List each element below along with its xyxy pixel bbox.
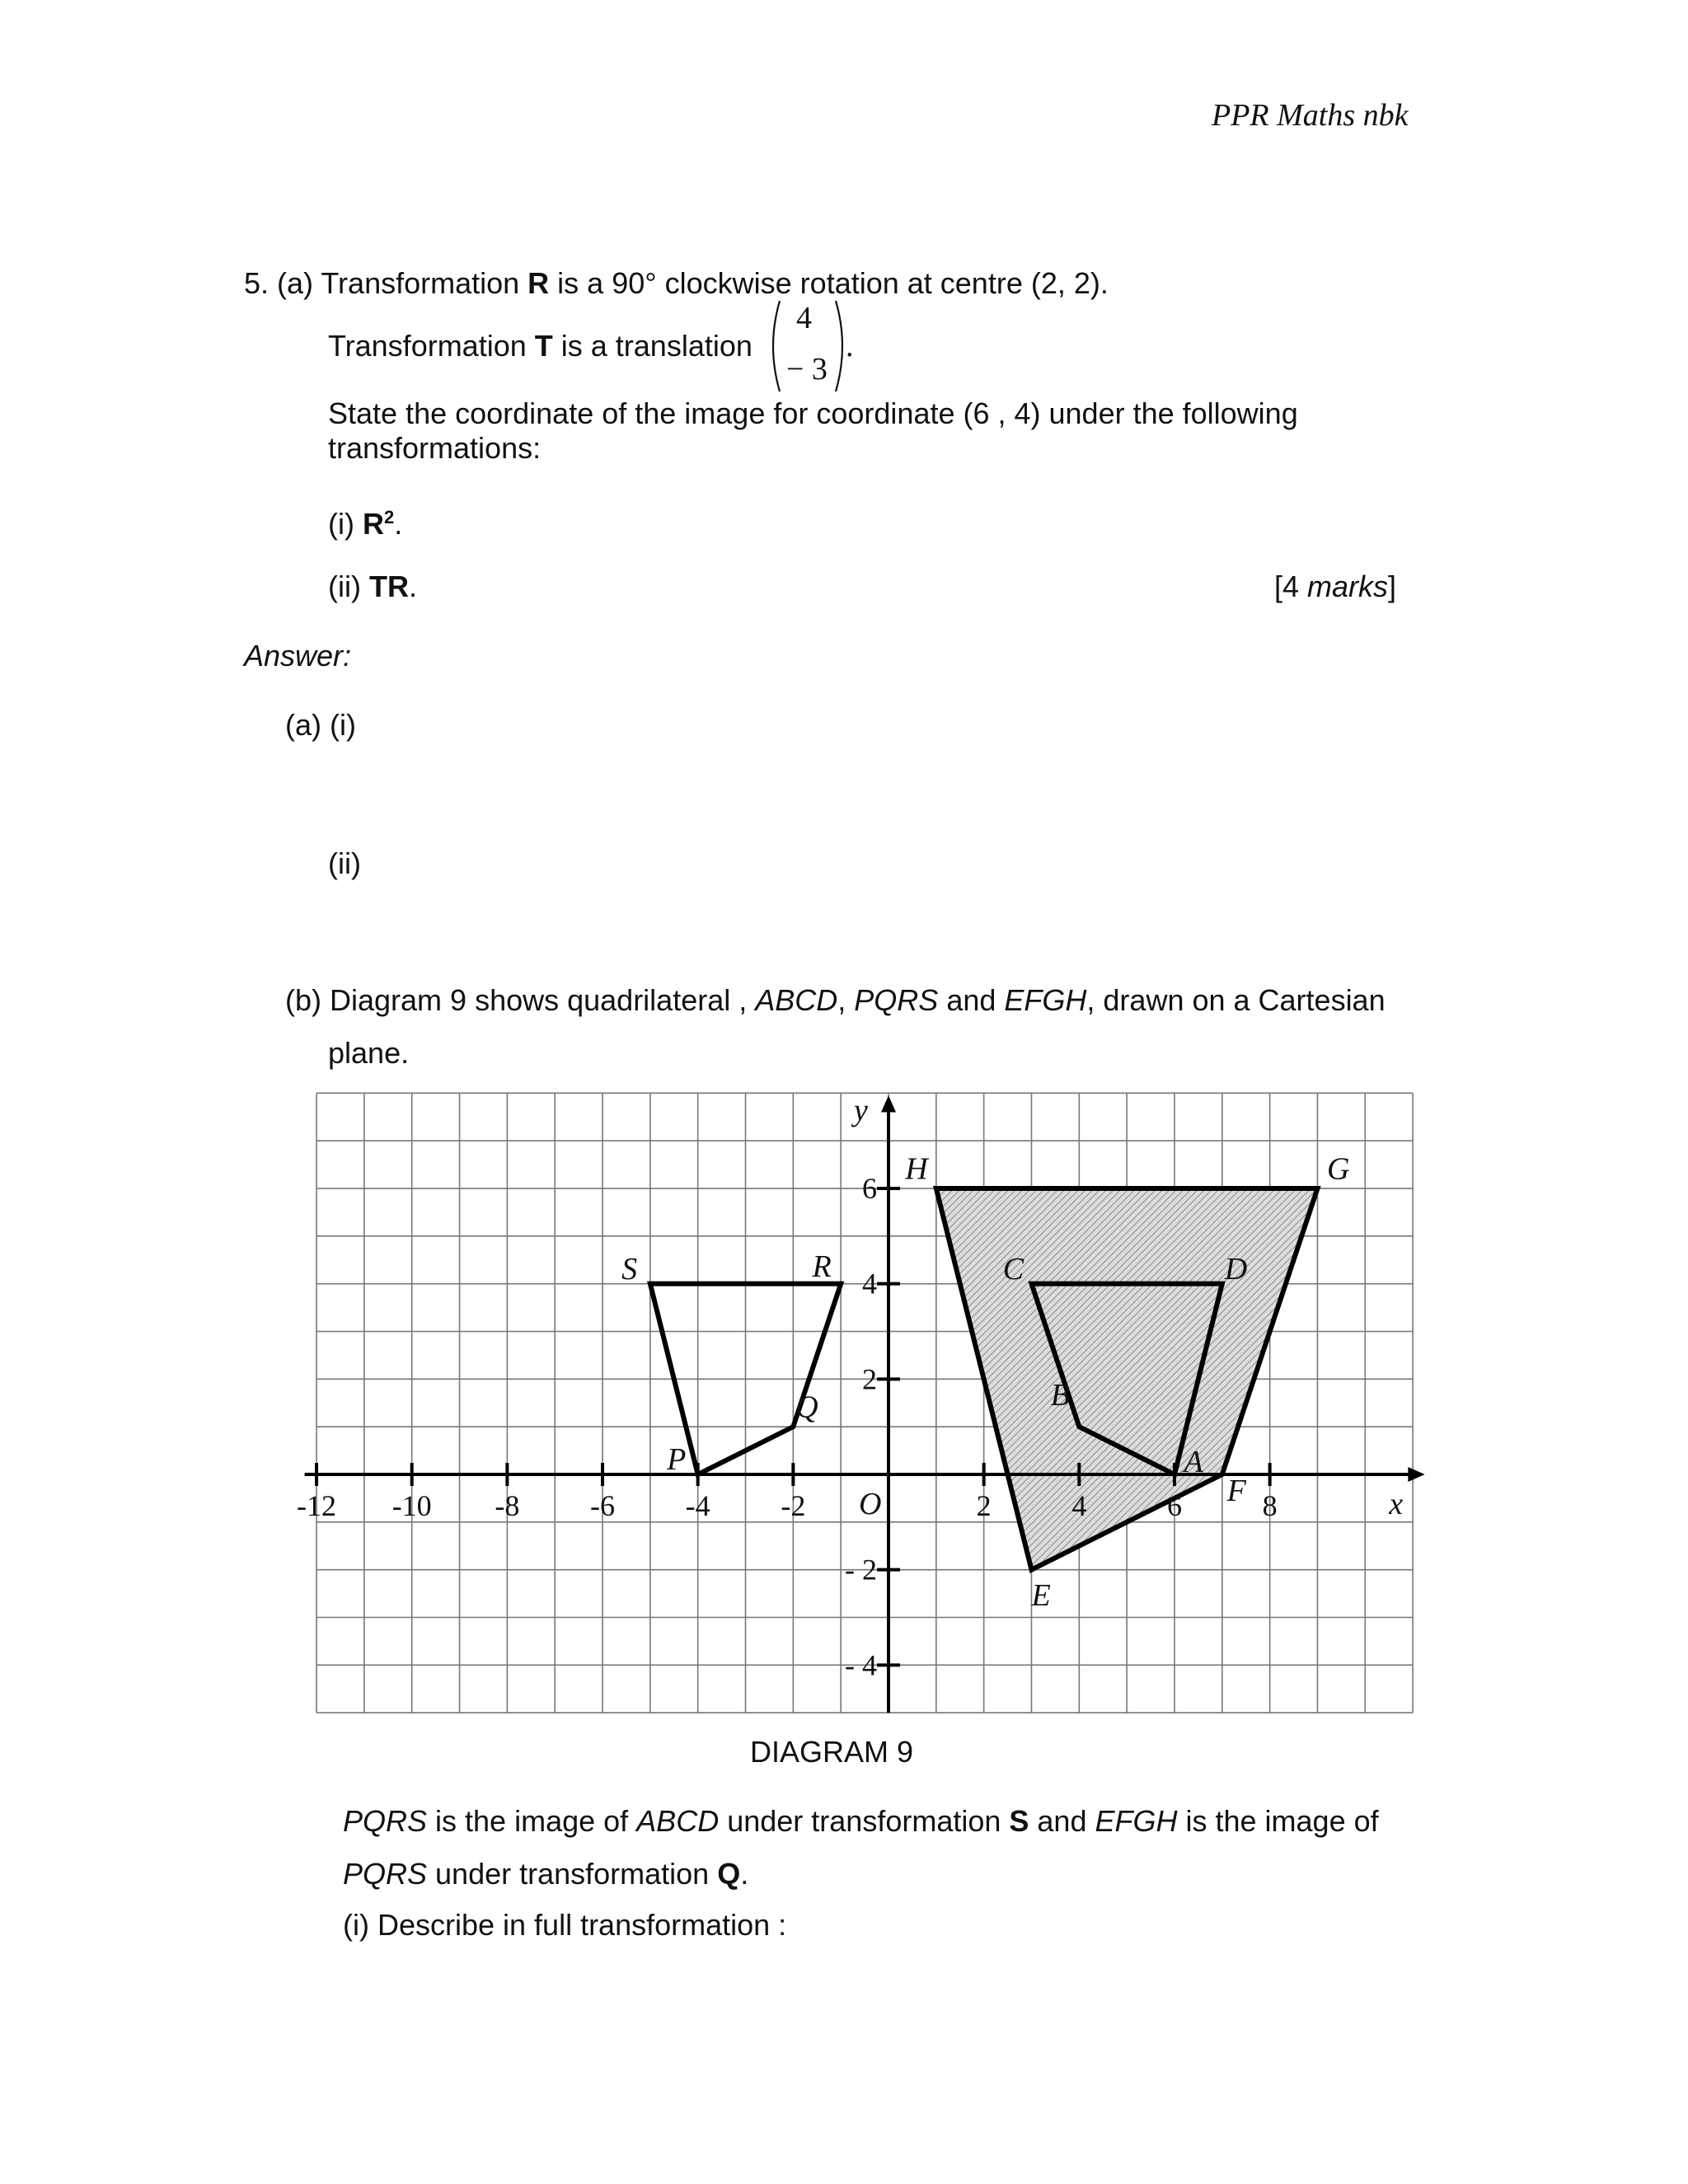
- y-tick-label: 6: [862, 1172, 877, 1206]
- vertex-label-g: G: [1327, 1151, 1350, 1187]
- x-tick-label: 6: [1166, 1489, 1182, 1522]
- answer-a-ii: (ii): [328, 846, 361, 880]
- vertex-label-q: Q: [795, 1390, 818, 1425]
- text-segment: is the image of: [427, 1804, 637, 1838]
- vertex-label-r: R: [812, 1249, 832, 1285]
- text-segment: is a 90° clockwise rotation at centre (2, 2).: [549, 266, 1109, 300]
- text-segment: and: [938, 983, 1005, 1017]
- x-tick-label: 4: [1071, 1489, 1087, 1522]
- diagram-caption: DIAGRAM 9: [750, 1735, 914, 1769]
- label-efgh: EFGH: [1004, 983, 1087, 1017]
- instruction-line1: State the coordinate of the image for coordinate (6 , 4) under the following: [328, 396, 1298, 430]
- desc-line2: [343, 1856, 748, 1892]
- text-segment: Transformation: [321, 266, 528, 300]
- vector-top: 4: [796, 301, 812, 335]
- vertex-label-h: H: [905, 1151, 928, 1187]
- bold-S: S: [1009, 1804, 1029, 1838]
- superscript: 2: [383, 507, 395, 527]
- vector-period: .: [846, 329, 854, 363]
- vertex-label-b: B: [1050, 1378, 1070, 1413]
- x-tick-label: 2: [976, 1489, 992, 1522]
- vertex-label-d: D: [1224, 1251, 1248, 1286]
- part-b-line2: plane.: [328, 1036, 410, 1070]
- y-tick-label: 2: [862, 1362, 877, 1396]
- y-tick-label: - 2: [845, 1553, 877, 1586]
- instruction-line2: transformations:: [328, 431, 542, 465]
- vector-bottom: − 3: [786, 352, 828, 387]
- bold-R: R: [528, 266, 550, 300]
- part-b-line1: [285, 982, 1386, 1019]
- question-5a-line1: [244, 265, 1109, 302]
- part-a-label: (a): [277, 266, 314, 300]
- text-segment: is a translation: [552, 329, 753, 363]
- text-segment: .: [394, 507, 403, 541]
- vertex-label-p: P: [667, 1442, 687, 1478]
- text-segment: under transformation: [427, 1857, 718, 1891]
- label-pqrs: PQRS: [343, 1804, 428, 1838]
- label-abcd: ABCD: [636, 1804, 720, 1838]
- vertex-label-e: E: [1031, 1578, 1051, 1614]
- text-segment: Transformation: [328, 329, 535, 363]
- vertex-label-f: F: [1226, 1473, 1246, 1508]
- cartesian-diagram: [297, 1088, 1416, 1716]
- x-tick-label: 8: [1262, 1489, 1278, 1522]
- bold-T: T: [534, 329, 553, 363]
- x-tick-label: -2: [781, 1489, 806, 1522]
- label-abcd: ABCD: [755, 983, 838, 1017]
- text-segment: ]: [1388, 569, 1397, 603]
- label-pqrs: PQRS: [343, 1857, 428, 1891]
- vertex-label-a: A: [1184, 1445, 1203, 1480]
- bold-TR: TR: [368, 569, 409, 603]
- x-axis-label: x: [1389, 1487, 1404, 1521]
- y-axis-arrow: [881, 1095, 896, 1112]
- question-number: 5.: [244, 266, 270, 300]
- answer-a-i: (a) (i): [285, 708, 356, 742]
- y-tick-label: 4: [862, 1267, 877, 1301]
- x-axis-arrow: [1408, 1467, 1424, 1482]
- x-tick-label: -6: [590, 1489, 616, 1522]
- item-i-label: (i): [328, 507, 363, 541]
- desc-line1: [343, 1803, 1379, 1840]
- label-efgh: EFGH: [1095, 1804, 1178, 1838]
- y-axis-label: y: [854, 1093, 868, 1128]
- text-segment: (b) Diagram 9 shows quadrilateral ,: [285, 983, 756, 1017]
- vertex-label-c: C: [1002, 1251, 1025, 1286]
- item-i: [328, 499, 402, 542]
- x-tick-label: -8: [495, 1489, 520, 1522]
- text-segment: .: [740, 1857, 749, 1891]
- item-ii: [328, 569, 417, 605]
- text-segment: marks: [1307, 569, 1389, 603]
- x-tick-label: -10: [392, 1489, 432, 1522]
- y-tick-label: - 4: [845, 1648, 877, 1682]
- bold-Q: Q: [717, 1857, 741, 1891]
- x-tick-label: -12: [297, 1489, 337, 1522]
- text-segment: is the image of: [1177, 1804, 1379, 1838]
- label-pqrs: PQRS: [854, 983, 939, 1017]
- marks-label: [1274, 569, 1396, 605]
- x-tick-label: -4: [685, 1489, 710, 1522]
- text-segment: .: [408, 569, 417, 603]
- text-segment: ,: [837, 983, 855, 1017]
- answer-label: Answer:: [244, 639, 352, 673]
- origin-label: O: [859, 1487, 882, 1521]
- page-header: PPR Maths nbk: [1212, 98, 1409, 133]
- text-segment: , drawn on a Cartesian: [1086, 983, 1386, 1017]
- item-b-i: (i) Describe in full transformation :: [343, 1908, 787, 1942]
- text-segment: [4: [1274, 569, 1308, 603]
- translation-vector: [763, 297, 854, 396]
- question-5a-line2: [328, 328, 753, 364]
- bold-R: R: [362, 507, 384, 541]
- item-ii-label: (ii): [328, 569, 369, 603]
- text-segment: and: [1029, 1804, 1095, 1838]
- text-segment: under transformation: [719, 1804, 1010, 1838]
- vertex-label-s: S: [621, 1251, 638, 1286]
